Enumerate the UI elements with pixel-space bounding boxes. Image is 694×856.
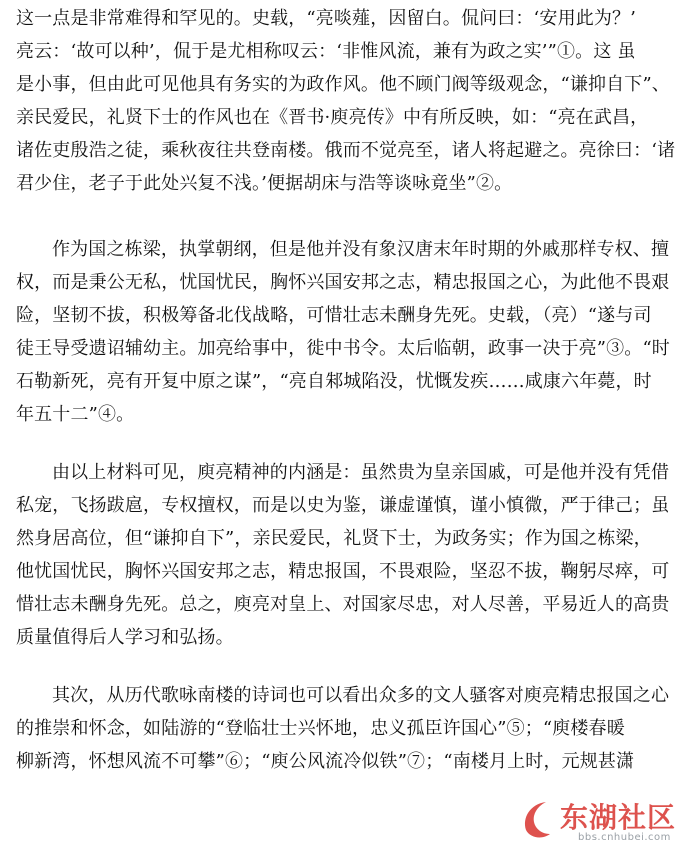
text-line: 私宠，飞扬跋扈，专权擅权，而是以史为鉴，谦虚谨慎，谨小慎微，严于律己；虽	[16, 495, 670, 516]
paragraph-1	[16, 2, 678, 200]
paragraph-4	[16, 679, 678, 778]
text-line: 权，而是秉公无私，忧国忧民，胸怀兴国安邦之志，精忠报国之心，为此他不畏艰	[16, 272, 670, 293]
text-line: 亮云：‘故可以种’，侃于是尤相称叹云：‘非惟风流，兼有为政之实’”①。这 虽	[16, 41, 636, 62]
crescent-logo-icon	[516, 798, 558, 840]
text-line-first	[16, 233, 678, 266]
watermark-url: bbs.cnhubei.com	[578, 832, 671, 843]
document-page	[16, 0, 678, 856]
text-line: 质量值得后人学习和弘扬。	[16, 627, 234, 648]
text-line: 作为国之栋梁，执掌朝纲，但是他并没有象汉唐末年时期的外戚那样专权、擅	[52, 239, 670, 260]
text-line-first	[16, 679, 678, 712]
text-line: 其次，从历代歌咏南楼的诗词也可以看出众多的文人骚客对庾亮精忠报国之心	[52, 685, 670, 706]
paragraph-3	[16, 456, 678, 654]
text-line: 险，坚韧不拔，积极筹备北伐战略，可惜壮志未酬身先死。史载，（亮）“遂与司	[16, 305, 652, 326]
paragraph-2	[16, 233, 678, 431]
text-line: 诸佐吏殷浩之徒，乘秋夜往共登南楼。俄而不觉亮至，诸人将起避之。亮徐曰：‘诸	[16, 140, 676, 161]
site-watermark	[516, 798, 686, 848]
text-line: 的推崇和怀念，如陆游的“登临壮士兴怀地，忠义孤臣许国心”⑤；“庾楼春暖	[16, 718, 625, 739]
text-line: 年五十二”④。	[16, 404, 135, 425]
text-line: 柳新湾，怀想风流不可攀”⑥；“庾公风流冷似铁”⑦；“南楼月上时，元规甚潇	[16, 751, 635, 772]
text-line: 然身居高位，但“谦抑自下”，亲民爱民，礼贤下士，为政务实；作为国之栋梁，	[16, 528, 652, 549]
text-line: 他忧国忧民，胸怀兴国安邦之志，精忠报国，不畏艰险，坚忍不拔，鞠躬尽瘁，可	[16, 561, 670, 582]
text-line: 是小事，但由此可见他具有务实的为政作风。他不顾门阀等级观念，“谦抑自下”、	[16, 74, 670, 95]
text-line: 惜壮志未酬身先死。总之，庾亮对皇上、对国家尽忠，对人尽善，平易近人的高贵	[16, 594, 670, 615]
text-line: 君少住，老子于此处兴复不浅。’便据胡床与浩等谈咏竟坐”②。	[16, 173, 513, 194]
text-line: 亲民爱民，礼贤下士的作风也在《晋书·庾亮传》中有所反映，如：“亮在武昌，	[16, 107, 649, 128]
text-line: 由以上材料可见，庾亮精神的内涵是：虽然贵为皇亲国戚，可是他并没有凭借	[52, 462, 670, 483]
text-line: 徒王导受遗诏辅幼主。加亮给事中，徙中书令。太后临朝，政事一决于亮”③。“时	[16, 338, 670, 359]
text-line: 这一点是非常难得和罕见的。史载，“亮啖薤，因留白。侃问曰：‘安用此为？’	[16, 8, 637, 29]
watermark-brand: 东湖社区	[560, 801, 677, 834]
text-line-first	[16, 456, 678, 489]
text-line: 石勒新死，亮有开复中原之谋”，“亮自邾城陷没，忧慨发疾……咸康六年薨，时	[16, 371, 652, 392]
